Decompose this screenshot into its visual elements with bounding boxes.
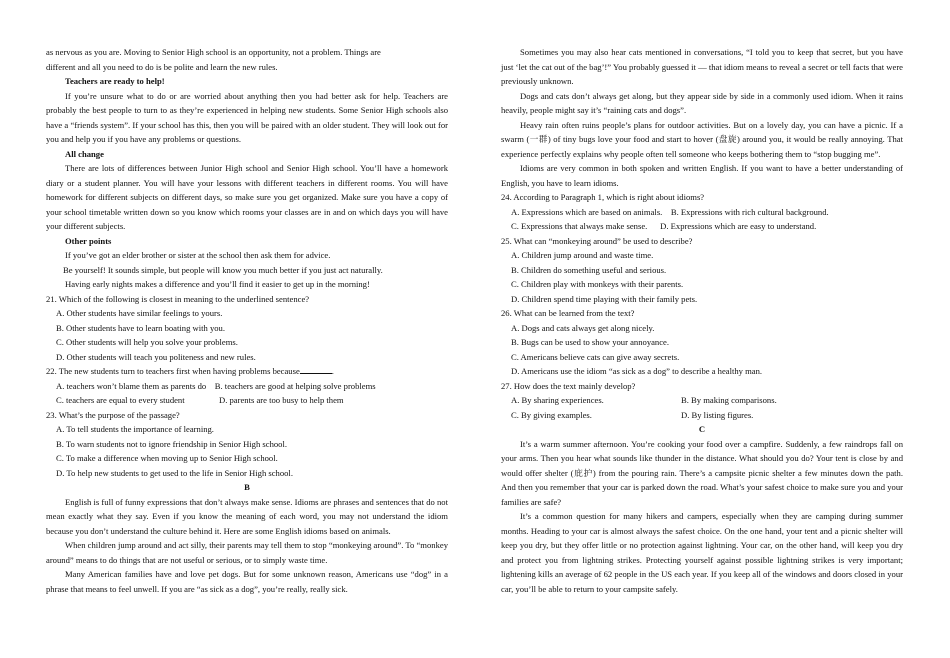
points-heading: Other points — [65, 235, 112, 246]
q21-option-b: B. Other students have to learn boating with you. — [56, 322, 225, 333]
q26-option-d: D. Americans use the idiom “as sick as a dog” to describe a healthy man. — [511, 366, 763, 376]
question-24: 24. According to Paragraph 1, which is right about idioms? — [501, 192, 705, 202]
q22-option-c: C. teachers are equal to every student — [56, 395, 185, 405]
q23-option-d: D. To help new students to get used to the life in Senior High school. — [56, 467, 293, 478]
section-c-heading: C — [698, 424, 706, 434]
q27-options-row-2 — [501, 408, 903, 423]
question-25: 25. What can “monkeying around” be used to describe? — [501, 235, 693, 246]
q21-option-c: C. Other students will help you solve your problems. — [56, 337, 238, 347]
q22-stem: 22. The new students turn to teachers first when having problems because — [46, 366, 300, 376]
change-heading: All change — [65, 148, 104, 159]
right-column — [501, 45, 903, 596]
b-paragraph-4: Sometimes you may also hear cats mentioned in conversations, “I told you to keep that secret, but you have just ‘let the cat out of the bag’!” You probably guessed it — that idiom means to reveal a secret or tell facts that were previously unknown. — [501, 47, 903, 86]
q27-option-c: C. By giving examples. — [511, 409, 592, 420]
q24-option-a: A. Expressions which are based on animals. — [511, 206, 663, 217]
q25-option-c: C. Children play with monkeys with their parents. — [511, 279, 684, 289]
c-paragraph-1: It’s a warm summer afternoon. You’re cooking your food over a campfire. Suddenly, a few raindrops fall on your arms. Then you hear what sounds like thunder in the distance. What should you do? Your tent is close by and would offer shelter (庇护) from the pouring rain. There’s a campsite picnic shelter a few minutes down the path. And then you remember that your car is parked down the road. What’s your safest choice to make sure you and your families are safe? — [501, 438, 903, 507]
q23-option-a: A. To tell students the importance of learning. — [56, 424, 214, 434]
b-paragraph-1: English is full of funny expressions that don’t always make sense. Idioms are phrases and sentences that do not mean exactly what they say. Even if you know the meaning of each word, you may not understand the idiom because you don’t understand the culture behind it. Here are some English idioms based on animals. — [46, 496, 448, 536]
q23-option-c: C. To make a difference when moving up to Senior High school. — [56, 453, 278, 463]
q26-option-b: B. Bugs can be used to show your annoyance. — [511, 337, 669, 347]
intro-line-2: different and all you need to do is be polite and learn the new rules. — [46, 61, 278, 72]
q22-option-b: B. teachers are good at helping solve problems — [214, 380, 376, 391]
b-paragraph-7: Idioms are very common in both spoken and written English. If you want to have a better understanding of English, you have to learn idioms. — [501, 163, 903, 188]
answer-blank — [300, 365, 332, 374]
q24-option-b: B. Expressions with rich cultural background. — [670, 206, 829, 217]
q24-options-row-2 — [501, 219, 903, 234]
q23-option-b: B. To warn students not to ignore friendship in Senior High school. — [56, 438, 288, 449]
point-item: If you’ve got an elder brother or sister at the school then ask them for advice. — [65, 250, 331, 260]
q25-option-d: D. Children spend time playing with their family pets. — [511, 293, 698, 304]
section-b-heading: B — [244, 482, 250, 492]
left-column — [46, 45, 448, 596]
q26-option-c: C. Americans believe cats can give away secrets. — [511, 351, 680, 362]
q27-option-a: A. By sharing experiences. — [511, 395, 604, 405]
intro-line-1: as nervous as you are. Moving to Senior High school is an opportunity, not a problem. Things are — [46, 47, 381, 57]
q27-options-row-1 — [501, 393, 903, 408]
point-item: Having early nights makes a difference and you’ll find it easier to get up in the morning! — [65, 279, 370, 289]
q22-option-d: D. parents are too busy to help them — [219, 395, 344, 405]
question-23: 23. What’s the purpose of the passage? — [46, 409, 180, 420]
b-paragraph-5: Dogs and cats don’t always get along, but they appear side by side in a commonly used idiom. When it rains heavily, people might say it’s “raining cats and dogs”. — [501, 90, 903, 115]
q24-option-c: C. Expressions that always make sense. — [511, 221, 648, 231]
b-paragraph-2: When children jump around and act silly, their parents may tell them to stop “monkeying around”. To “monkey around” means to do things that are not useful or serious, or to simply waste time. — [46, 540, 448, 565]
b-paragraph-3: Many American families have and love pet dogs. But for some unknown reason, Americans use “dog” in a phrase that means to feel unwell. If you are “as sick as a dog”, you’re really, really sick. — [46, 569, 448, 594]
q24-option-d: D. Expressions which are easy to understand. — [660, 221, 817, 231]
c-paragraph-2: It’s a common question for many hikers and campers, especially when they are camping during summer months. Heading to your car is almost always the safest choice. On the one hand, your tent and a picnic shelter will keep you dry, but they offer little or no protection against lightning. Your car, on the other hand, will keep you dry and protect you from lightning strikes. Protecting yourself against possible lightning strikes is very important; lightening kills an average of 62 people in the US each year. If you keep all of the windows and doors closed in your car, you’ll be able to return to your campsite safely. — [501, 511, 903, 594]
question-26: 26. What can be learned from the text? — [501, 308, 635, 318]
question-27: 27. How does the text mainly develop? — [501, 380, 636, 391]
q25-option-a: A. Children jump around and waste time. — [511, 250, 654, 260]
q21-option-a: A. Other students have similar feelings to yours. — [56, 308, 223, 318]
q27-option-b: B. By making comparisons. — [681, 395, 777, 405]
q22-option-a: A. teachers won’t blame them as parents do — [56, 380, 207, 391]
change-paragraph: There are lots of differences between Junior High school and Senior High school. You’ll have a homework diary or a student planner. You will have your lessons with different teachers in different rooms. You will have homework for different subjects on different days, so make sure you get organized. Make sure you have a copy of your school timetable written down so you know which rooms your classes are in and on which days you will have your different subjects. — [46, 163, 448, 231]
q24-options-row-1 — [501, 205, 903, 220]
question-21: 21. Which of the following is closest in meaning to the underlined sentence? — [46, 293, 310, 304]
question-22 — [46, 364, 448, 379]
q22-options-row-2 — [46, 393, 448, 408]
q25-option-b: B. Children do something useful and serious. — [511, 264, 667, 275]
q21-option-d: D. Other students will teach you politeness and new rules. — [56, 351, 256, 362]
point-item: Be yourself! It sounds simple, but people will know you much better if you just act naturally. — [63, 264, 383, 275]
teachers-heading: Teachers are ready to help! — [65, 76, 165, 86]
q27-option-d: D. By listing figures. — [681, 409, 754, 420]
q22-period: . — [331, 366, 334, 376]
q22-options-row-1 — [46, 379, 448, 394]
teachers-paragraph: If you’re unsure what to do or are worried about anything then you had better ask for help. Teachers are probably the best people to turn to as they’re experienced in helping new students. Some Senior High schools also have a “friends system”. If your school has this, then you will be paired with an older student. They will look out for you and help you if you have any problems or questions. — [46, 90, 448, 144]
q26-option-a: A. Dogs and cats always get along nicely. — [511, 322, 655, 333]
b-paragraph-6: Heavy rain often ruins people’s plans for outdoor activities. But on a lovely day, you can have a picnic. If a swarm (一群) of tiny bugs love your food and start to hover (盘旋) around you, it would be really annoying. That experience perfectly explains why people often tell someone who keeps bothering them to “stop bugging me”. — [501, 119, 903, 159]
